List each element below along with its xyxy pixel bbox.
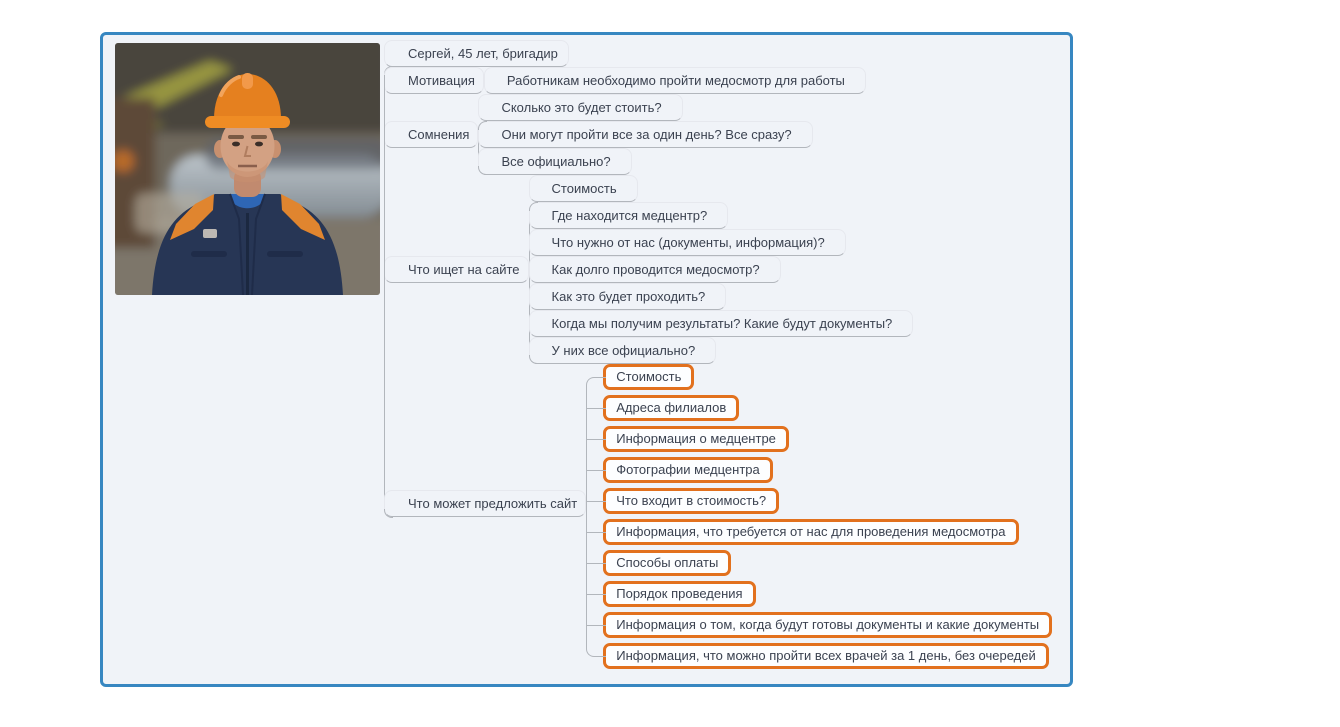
tree-node[interactable]: Сколько это будет стоить? [478, 94, 682, 121]
tree-node[interactable]: Все официально? [478, 148, 631, 175]
offer-node[interactable]: Фотографии медцентра [603, 457, 773, 483]
offer-node[interactable]: Порядок проведения [603, 581, 755, 607]
branch-4 [384, 364, 1052, 669]
offer-node[interactable]: Способы оплаты [603, 550, 731, 576]
branch-label[interactable]: Мотивация [384, 67, 484, 94]
offer-node[interactable]: Информация, что требуется от нас для проведения медосмотра [603, 519, 1018, 545]
branch-children [484, 67, 866, 94]
mindmap-canvas[interactable] [100, 32, 1073, 687]
branch-label[interactable]: Что ищет на сайте [384, 256, 529, 283]
offer-node[interactable]: Информация о том, когда будут готовы документы и какие документы [603, 612, 1052, 638]
offer-node[interactable]: Что входит в стоимость? [603, 488, 779, 514]
offer-node[interactable]: Стоимость [603, 364, 694, 390]
offer-node[interactable]: Адреса филиалов [603, 395, 739, 421]
tree-node[interactable]: Как долго проводится медосмотр? [529, 256, 781, 283]
branch-3 [384, 175, 913, 364]
tree-node[interactable]: Работникам необходимо пройти медосмотр для работы [484, 67, 866, 94]
persona-mindmap [384, 40, 1052, 669]
branches [384, 67, 1052, 669]
tree-node[interactable]: У них все официально? [529, 337, 717, 364]
offer-node[interactable]: Информация о медцентре [603, 426, 789, 452]
tree-node[interactable]: Они могут пройти все за один день? Все сразу? [478, 121, 812, 148]
root-node[interactable]: Сергей, 45 лет, бригадир [384, 40, 569, 67]
tree-node[interactable]: Когда мы получим результаты? Какие будут документы? [529, 310, 914, 337]
tree-node[interactable]: Стоимость [529, 175, 638, 202]
branch-label[interactable]: Что может предложить сайт [384, 490, 586, 517]
offer-node[interactable]: Информация, что можно пройти всех врачей за 1 день, без очередей [603, 643, 1049, 669]
tree-node[interactable]: Что нужно от нас (документы, информация)? [529, 229, 846, 256]
branch-1 [384, 67, 866, 94]
branch-children [478, 94, 812, 175]
branch-2 [384, 94, 813, 175]
persona-photo[interactable] [115, 43, 380, 295]
branch-children [529, 175, 914, 364]
branch-children [586, 364, 1052, 669]
tree-node[interactable]: Как это будет проходить? [529, 283, 727, 310]
branch-label[interactable]: Сомнения [384, 121, 478, 148]
tree-node[interactable]: Где находится медцентр? [529, 202, 729, 229]
